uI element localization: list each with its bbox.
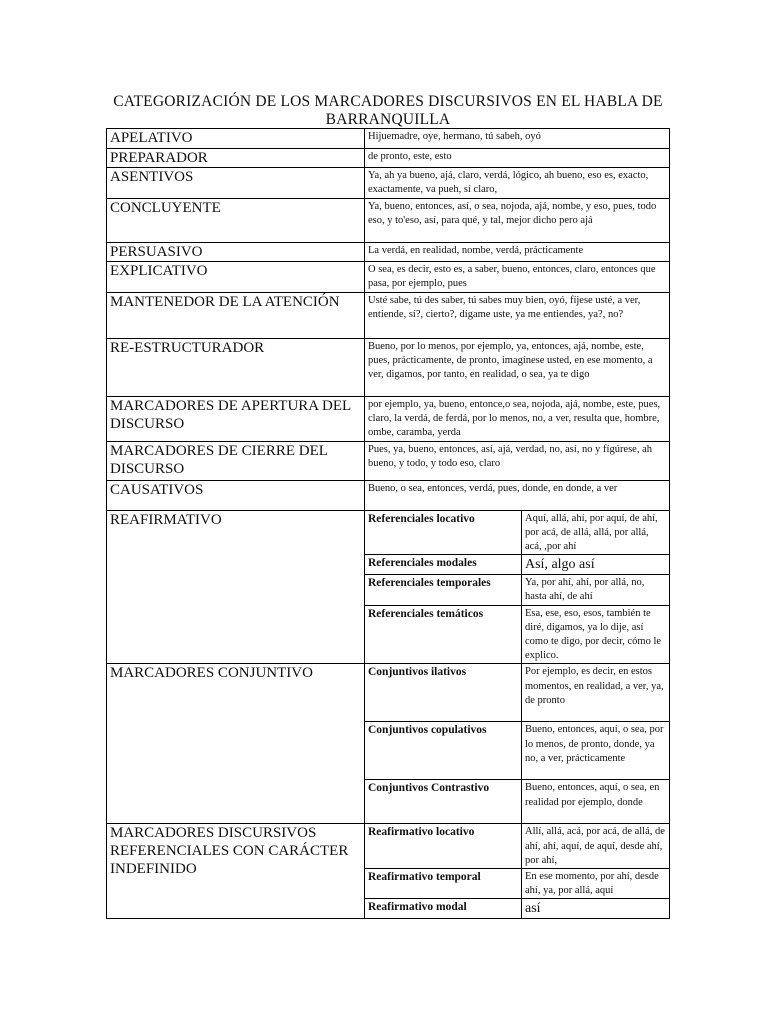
category-cell: MARCADORES CONJUNTIVO: [107, 664, 365, 824]
table-row: [107, 441, 670, 480]
table-row: [107, 397, 670, 442]
subcategory-cell: Referenciales temáticos: [365, 605, 522, 664]
markers-cell: En ese momento, por ahí, desde ahí, ya, por allá, aquí: [522, 869, 670, 899]
markers-cell: Esa, ese, eso, esos, también te diré, digamos, ya lo dije, así como te digo, por decir, cómo le explico.: [522, 605, 670, 664]
markers-cell: Ya, bueno, entonces, así, o sea, nojoda, ajá, nombe, y eso, pues, todo eso, y to'eso, así, para qué, y tal, mejor dicho pero ajá: [365, 199, 670, 243]
table-row: [107, 243, 670, 262]
subcategory-cell: Referenciales temporales: [365, 575, 522, 605]
category-cell: ASENTIVOS: [107, 168, 365, 199]
markers-cell: Hijuemadre, oye, hermano, tú sabeh, oyó: [365, 129, 670, 149]
category-cell: PREPARADOR: [107, 149, 365, 168]
table-row: [107, 664, 670, 722]
table-row: [107, 480, 670, 510]
subcategory-cell: Conjuntivos Contrastivo: [365, 780, 522, 824]
markers-cell: Usté sabe, tú des saber, tú sabes muy bien, oyó, fíjese usté, a ver, entiende, sí?, cierto?, dígame uste, ya me entiendes, ya?, no?: [365, 293, 670, 339]
subcategory-cell: Reafirmativo modal: [365, 899, 522, 919]
table-row: [107, 824, 670, 869]
category-cell: MARCADORES DE CIERRE DEL DISCURSO: [107, 441, 365, 480]
table-row: [107, 339, 670, 397]
markers-cell: La verdá, en realidad, nombe, verdá, prácticamente: [365, 243, 670, 262]
category-cell: MARCADORES DE APERTURA DEL DISCURSO: [107, 397, 365, 442]
table-row: [107, 129, 670, 149]
subcategory-cell: Conjuntivos copulativos: [365, 722, 522, 780]
table-row: [107, 293, 670, 339]
markers-cell: O sea, es decir, esto es, a saber, bueno, entonces, claro, entonces que pasa, por ejemplo, pues: [365, 262, 670, 293]
subcategory-cell: Referenciales locativo: [365, 510, 522, 555]
table-row: [107, 168, 670, 199]
category-cell: PERSUASIVO: [107, 243, 365, 262]
category-cell: MARCADORES DISCURSIVOS REFERENCIALES CON CARÁCTER INDEFINIDO: [107, 824, 365, 919]
markers-cell: Así, algo así: [522, 555, 670, 575]
markers-cell: Allí, allá, acá, por acá, de allá, de ahí, ahí, aquí, de aquí, desde ahí, por ahí,: [522, 824, 670, 869]
markers-cell: Bueno, o sea, entonces, verdá, pues, donde, en donde, a ver: [365, 480, 670, 510]
subcategory-cell: Reafirmativo temporal: [365, 869, 522, 899]
category-cell: EXPLICATIVO: [107, 262, 365, 293]
markers-cell: de pronto, este, esto: [365, 149, 670, 168]
category-cell: RE-ESTRUCTURADOR: [107, 339, 365, 397]
subcategory-cell: Reafirmativo locativo: [365, 824, 522, 869]
markers-cell: Aquí, allá, ahí, por aquí, de ahí, por acá, de allá, allá, por allá, acá, ,por ahí: [522, 510, 670, 555]
category-cell: CONCLUYENTE: [107, 199, 365, 243]
markers-cell: Bueno, entonces, aquí, o sea, por lo menos, de pronto, donde, ya no, a ver, prácticamente: [522, 722, 670, 780]
document-title: CATEGORIZACIÓN DE LOS MARCADORES DISCURSIVOS EN EL HABLA DE BARRANQUILLA: [113, 93, 663, 128]
markers-cell: Ya, por ahí, ahí, por allá, no, hasta ahí, de ahí: [522, 575, 670, 605]
subcategory-cell: Conjuntivos ilativos: [365, 664, 522, 722]
table-row: [107, 149, 670, 168]
table-row: [107, 510, 670, 555]
markers-cell: Bueno, por lo menos, por ejemplo, ya, entonces, ajá, nombe, este, pues, prácticamente, de pronto, imagínese usted, en ese momento, a ver, digamos, por tanto, en realidad, o sea, ya te digo: [365, 339, 670, 397]
category-cell: APELATIVO: [107, 129, 365, 149]
table-row: [107, 262, 670, 293]
markers-table: [106, 128, 670, 919]
markers-cell: Bueno, entonces, aquí, o sea, en realidad por ejemplo, donde: [522, 780, 670, 824]
markers-cell: Ya, ah ya bueno, ajá, claro, verdá, lógico, ah bueno, eso es, exacto, exactamente, va pueh, sí claro,: [365, 168, 670, 199]
markers-cell: por ejemplo, ya, bueno, entonce,o sea, nojoda, ajá, nombe, este, pues, claro, la verdá, de ferdá, por lo menos, no, a ver, resulta que, hombre, ombe, caramba, yerda: [365, 397, 670, 442]
category-cell: REAFIRMATIVO: [107, 510, 365, 664]
markers-cell: Por ejemplo, es decir, en estos momentos, en realidad, a ver, ya, de pronto: [522, 664, 670, 722]
category-cell: CAUSATIVOS: [107, 480, 365, 510]
markers-cell: así: [522, 899, 670, 919]
subcategory-cell: Referenciales modales: [365, 555, 522, 575]
category-cell: MANTENEDOR DE LA ATENCIÓN: [107, 293, 365, 339]
table-row: [107, 199, 670, 243]
markers-cell: Pues, ya, bueno, entonces, así, ajá, verdad, no, así, no y fígúrese, ah bueno, y todo, y todo eso, claro: [365, 441, 670, 480]
